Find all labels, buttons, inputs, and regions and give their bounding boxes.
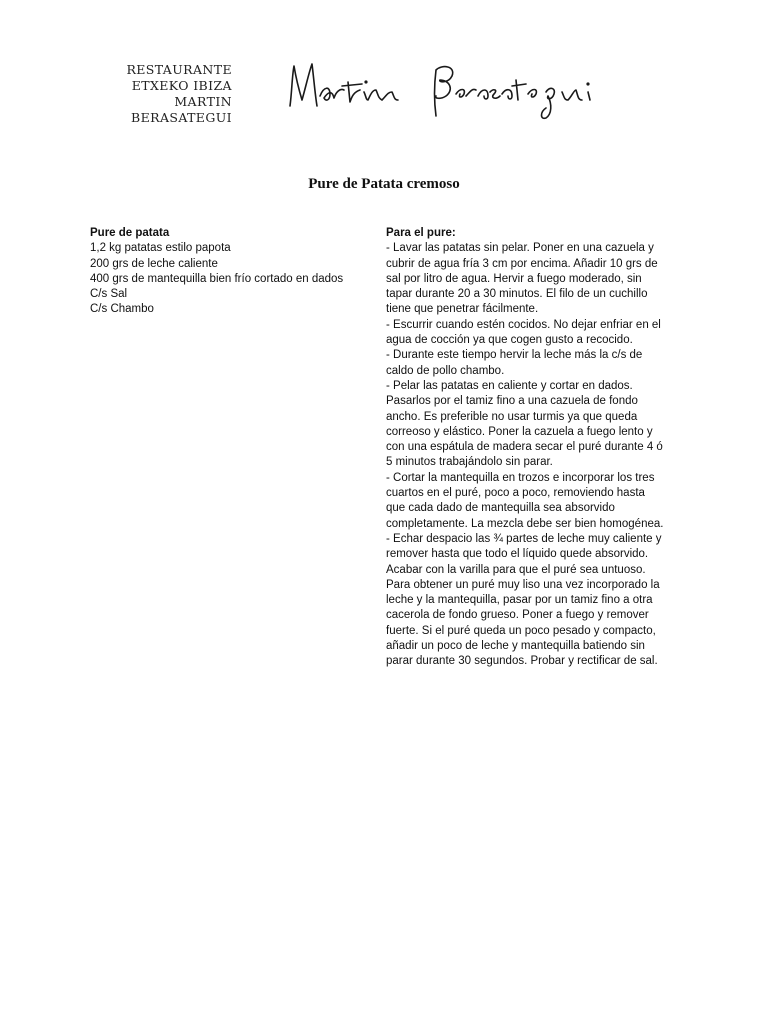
preparation-line: con una espátula de madera secar el puré durante 4 ó bbox=[386, 441, 663, 454]
preparation-line: Para obtener un puré muy liso una vez incorporado la bbox=[386, 578, 660, 591]
ingredients-section bbox=[90, 226, 360, 318]
restaurant-name-line: ETXEKO IBIZA bbox=[131, 78, 232, 93]
preparation-line: agua de cocción ya que cogen gusto a recocido. bbox=[386, 334, 633, 347]
preparation-line: caldo de pollo chambo. bbox=[386, 364, 505, 377]
preparation-line: tiene que penetrar fácilmente. bbox=[386, 303, 539, 316]
preparation-line: - Lavar las patatas sin pelar. Poner en una cazuela y bbox=[386, 242, 654, 255]
restaurant-name-line: BERASATEGUI bbox=[131, 110, 232, 125]
preparation-line: - Durante este tiempo hervir la leche más la c/s de bbox=[386, 349, 643, 362]
preparation-line: correoso y elástico. Poner la cazuela a fuego lento y bbox=[386, 425, 653, 438]
preparation-text bbox=[386, 241, 668, 669]
preparation-line: - Escurrir cuando estén cocidos. No dejar enfriar en el bbox=[386, 318, 661, 331]
ingredient-item: C/s Sal bbox=[90, 288, 128, 301]
preparation-line: completamente. La mezcla debe ser bien homogénea. bbox=[386, 517, 664, 530]
preparation-line: - Cortar la mantequilla en trozos e incorporar los tres bbox=[386, 471, 655, 484]
ingredient-item: C/s Chambo bbox=[90, 303, 154, 316]
restaurant-name-line: MARTIN bbox=[174, 94, 232, 109]
preparation-line: cacerola de fondo grueso. Poner a fuego y remover bbox=[386, 609, 649, 622]
preparation-line: - Pelar las patatas en caliente y cortar en dados. bbox=[386, 379, 633, 392]
preparation-line: Acabar con la varilla para que el puré sea untuoso. bbox=[386, 563, 646, 576]
restaurant-name-block bbox=[100, 62, 232, 126]
preparation-line: cuartos en el puré, poco a poco, removiendo hasta bbox=[386, 487, 645, 500]
preparation-line: - Echar despacio las ¾ partes de leche muy caliente y bbox=[386, 532, 662, 545]
preparation-line: leche y la mantequilla, pasar por un tamiz fino a otra bbox=[386, 594, 653, 607]
ingredient-item: 1,2 kg patatas estilo papota bbox=[90, 242, 231, 255]
preparation-line: que cada dado de mantequilla sea absorvido bbox=[386, 502, 615, 515]
preparation-heading: Para el pure: bbox=[386, 227, 456, 239]
recipe-title: Pure de Patata cremoso bbox=[308, 176, 460, 192]
ingredient-item: 200 grs de leche caliente bbox=[90, 257, 218, 270]
preparation-line: parar durante 30 segundos. Probar y rectificar de sal. bbox=[386, 655, 658, 668]
preparation-line: ancho. Es preferible no usar turmis ya que queda bbox=[386, 410, 638, 423]
preparation-line: cubrir de agua fría 3 cm por encima. Añadir 10 grs de bbox=[386, 257, 658, 270]
preparation-line: tapar durante 20 a 30 minutos. El filo de un cuchillo bbox=[386, 288, 648, 301]
ingredients-heading: Pure de patata bbox=[90, 227, 170, 239]
preparation-line: Pasarlos por el tamiz fino a una cazuela de fondo bbox=[386, 395, 638, 408]
preparation-line: 5 minutos trabajándolo sin parar. bbox=[386, 456, 553, 469]
preparation-line: fuerte. Si el puré queda un poco pesado y compacto, bbox=[386, 624, 656, 637]
ingredient-item: 400 grs de mantequilla bien frío cortado en dados bbox=[90, 272, 344, 285]
preparation-section bbox=[386, 226, 668, 670]
chef-signature bbox=[284, 56, 629, 126]
restaurant-name-line: RESTAURANTE bbox=[126, 62, 232, 77]
preparation-line: sal por litro de agua. Hervir a fuego moderado, sin bbox=[386, 272, 642, 285]
preparation-line: remover hasta que todo el líquido quede absorvido. bbox=[386, 548, 649, 561]
preparation-line: añadir un poco de leche y mantequilla batiendo sin bbox=[386, 640, 645, 653]
